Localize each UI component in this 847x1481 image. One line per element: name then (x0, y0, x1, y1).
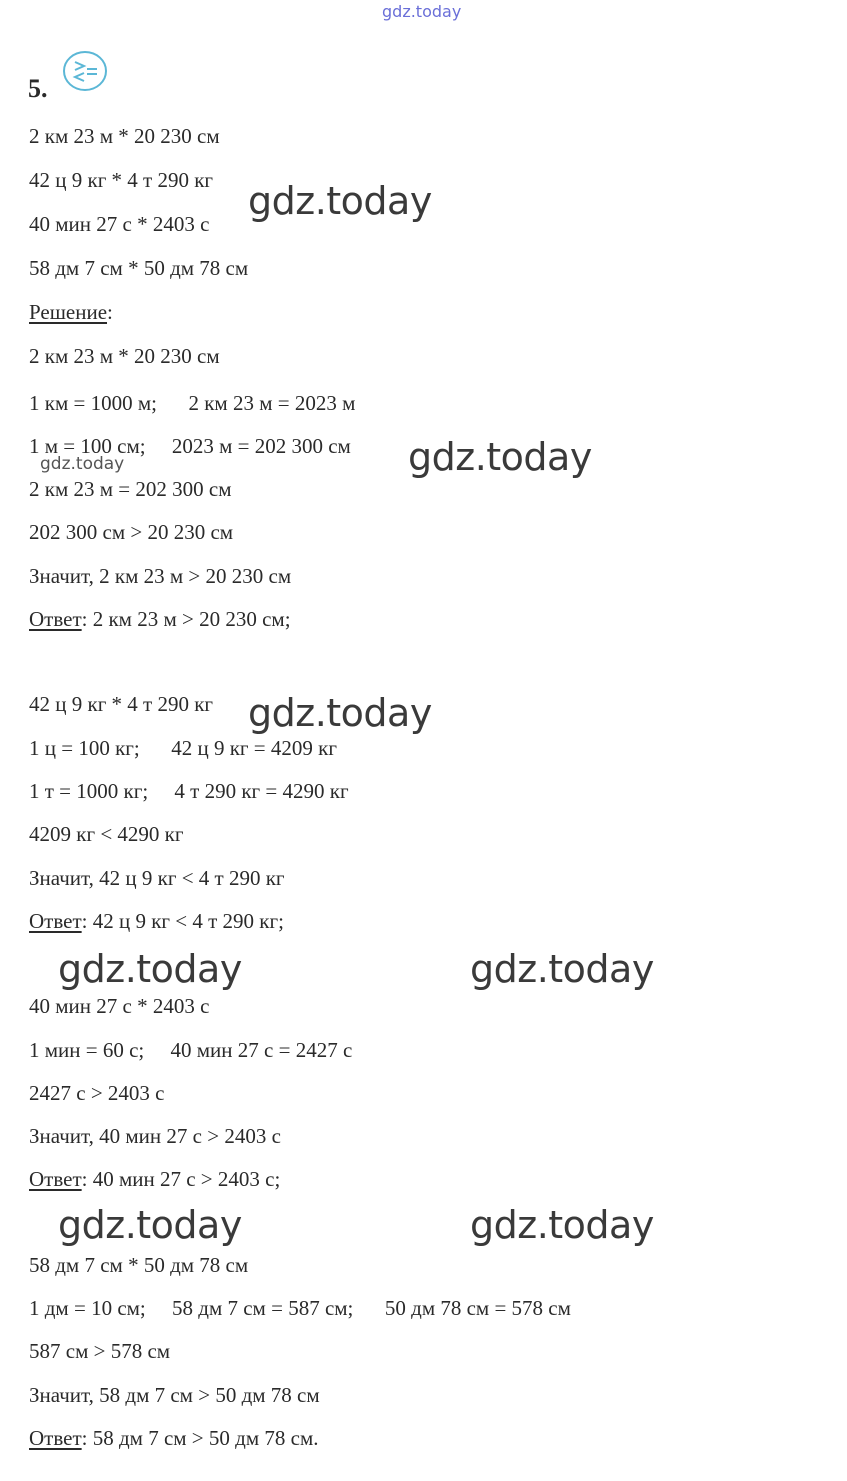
solution-line: 1 ц = 100 кг; 42 ц 9 кг = 4209 кг (29, 736, 337, 760)
watermark: gdz.today (248, 179, 432, 223)
solution-line: 4209 кг < 4290 кг (29, 822, 184, 846)
solution-line: 1 мин = 60 с; 40 мин 27 с = 2427 с (29, 1038, 353, 1062)
watermark: gdz.today (40, 454, 125, 474)
answer-label: Ответ (29, 909, 82, 933)
answer-line (29, 1428, 319, 1449)
solution-line: 42 ц 9 кг * 4 т 290 кг (29, 692, 214, 716)
solution-line: 1 км = 1000 м; 2 км 23 м = 2023 м (29, 391, 356, 415)
solution-line: Значит, 2 км 23 м > 20 230 см (29, 564, 292, 588)
task-line: 42 ц 9 кг * 4 т 290 кг (29, 168, 214, 192)
task-number: 5. (28, 74, 48, 103)
solution-line: 1 м = 100 см; 2023 м = 202 300 см (29, 434, 351, 458)
watermark: gdz.today (58, 947, 242, 991)
answer-line (29, 1169, 280, 1190)
watermark: gdz.today (470, 1203, 654, 1247)
task-line: 2 км 23 м * 20 230 см (29, 124, 220, 148)
watermark: gdz.today (248, 691, 432, 735)
answer-line (29, 911, 284, 932)
answer-text: : 40 мин 27 с > 2403 с; (81, 1167, 281, 1191)
answer-text: : 58 дм 7 см > 50 дм 78 см. (81, 1426, 319, 1450)
solution-line: Значит, 40 мин 27 с > 2403 с (29, 1124, 281, 1148)
solution-line: 58 дм 7 см * 50 дм 78 см (29, 1253, 249, 1277)
solution-line: Значит, 42 ц 9 кг < 4 т 290 кг (29, 866, 285, 890)
answer-text: : 42 ц 9 кг < 4 т 290 кг; (81, 909, 284, 933)
task-line: 58 дм 7 см * 50 дм 78 см (29, 256, 249, 280)
watermark-top: gdz.today (382, 2, 462, 21)
answer-label: Ответ (29, 607, 82, 631)
answer-line (29, 609, 291, 630)
solution-heading (29, 302, 113, 323)
solution-line: 40 мин 27 с * 2403 с (29, 994, 210, 1018)
solution-colon: : (107, 300, 113, 324)
solution-label: Решение (29, 300, 108, 324)
solution-line: 202 300 см > 20 230 см (29, 520, 234, 544)
watermark: gdz.today (58, 1203, 242, 1247)
solution-line: 1 дм = 10 см; 58 дм 7 см = 587 см; 50 дм 78 см = 578 см (29, 1296, 571, 1320)
solution-line: 2 км 23 м * 20 230 см (29, 344, 220, 368)
solution-line: 2427 с > 2403 с (29, 1081, 165, 1105)
solution-line: 587 см > 578 см (29, 1339, 171, 1363)
answer-label: Ответ (29, 1167, 82, 1191)
task-line: 40 мин 27 с * 2403 с (29, 212, 210, 236)
answer-label: Ответ (29, 1426, 82, 1450)
watermark: gdz.today (408, 435, 592, 479)
answer-text: : 2 км 23 м > 20 230 см; (81, 607, 291, 631)
solution-line: Значит, 58 дм 7 см > 50 дм 78 см (29, 1383, 320, 1407)
watermark: gdz.today (470, 947, 654, 991)
solution-line: 2 км 23 м = 202 300 см (29, 477, 232, 501)
compare-signs-icon (62, 50, 108, 92)
solution-line: 1 т = 1000 кг; 4 т 290 кг = 4290 кг (29, 779, 349, 803)
